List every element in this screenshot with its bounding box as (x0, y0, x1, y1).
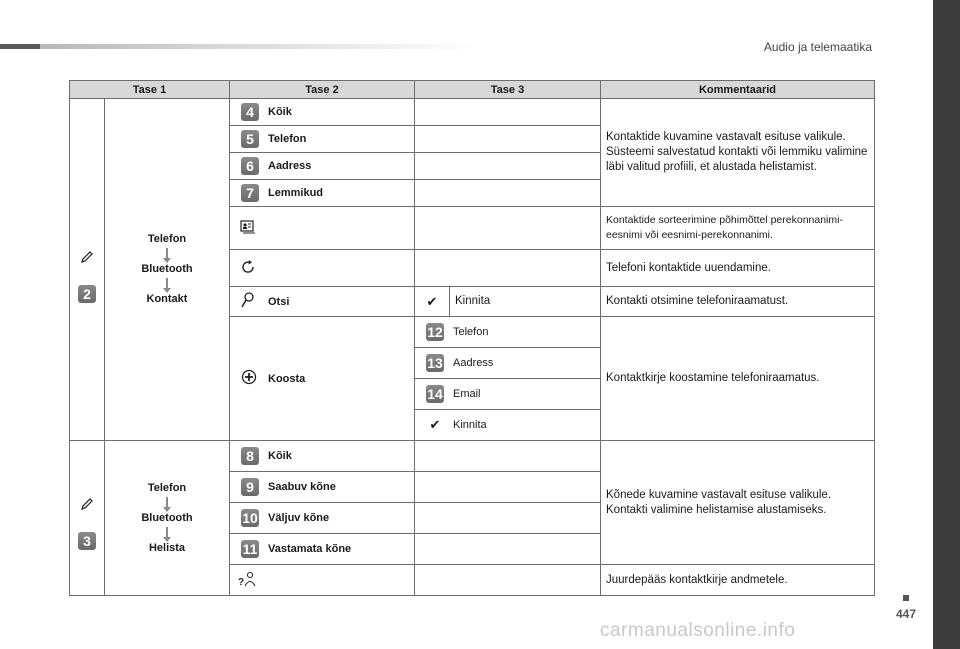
item-label: Aadress (268, 160, 312, 172)
sort-contacts-icon (240, 225, 256, 237)
header-tase-2: Tase 2 (230, 81, 415, 99)
badge-2: 2 (78, 285, 96, 303)
item-label: Otsi (268, 295, 290, 308)
item-koik[interactable] (230, 99, 415, 126)
badge-14: 14 (427, 386, 443, 402)
badge-9: 9 (241, 478, 259, 496)
empty-cell (415, 503, 601, 534)
item-label: Kõik (268, 106, 292, 118)
comment-search: Kontakti otsimine telefoniraamatust. (601, 287, 875, 317)
item-koik-calls[interactable] (230, 441, 415, 472)
item-telefon[interactable] (230, 126, 415, 153)
refresh-cell[interactable] (230, 250, 415, 287)
header-decoration (0, 44, 480, 49)
item-label: Kõik (268, 450, 292, 462)
badge-7: 7 (241, 184, 259, 202)
comment-contact: Juurdepääs kontaktkirje andmetele. (601, 565, 875, 596)
item-aadress[interactable] (230, 153, 415, 180)
path-telefon: Telefon (147, 233, 187, 245)
edit-pencil-icon (70, 497, 104, 514)
table-row (70, 99, 875, 126)
item-label: Lemmikud (268, 187, 324, 199)
badge-4: 4 (241, 103, 259, 121)
comment-calls: Kõnede kuvamine vastavalt esituse valikule. Kontakti valimine helistamise alustamiseks. (601, 441, 875, 565)
page-number: 447 (896, 607, 917, 621)
sub-email[interactable] (415, 379, 601, 410)
empty-cell (415, 250, 601, 287)
empty-cell (415, 99, 601, 126)
tase1-path-calls (105, 441, 230, 596)
empty-cell (415, 207, 601, 250)
header-tase-1: Tase 1 (70, 81, 230, 99)
add-circle-icon (241, 369, 257, 388)
badge-12: 12 (427, 324, 443, 340)
empty-cell (415, 126, 601, 153)
confirm-icon-cell (415, 287, 450, 317)
table-row (70, 441, 875, 472)
badge-5: 5 (241, 130, 259, 148)
item-lemmikud[interactable] (230, 180, 415, 207)
sub-aadress[interactable] (415, 348, 601, 379)
badge-8: 8 (241, 447, 259, 465)
contact-info-cell[interactable] (230, 565, 415, 596)
page-marker (903, 595, 909, 601)
header-tase-3: Tase 3 (415, 81, 601, 99)
sub-label: Kinnita (453, 419, 487, 431)
badge-3: 3 (78, 532, 96, 550)
tase1-path (105, 99, 230, 441)
empty-cell (415, 180, 601, 207)
empty-cell (415, 441, 601, 472)
badge-10: 10 (242, 510, 258, 526)
item-koosta[interactable] (230, 317, 415, 441)
comment-sort: Kontaktide sorteerimine põhimõttel perekonnanimi-eesnimi või eesnimi-perekonnanimi. (601, 207, 875, 250)
checkmark-icon: ✔ (426, 293, 438, 309)
sub-label: Telefon (453, 326, 489, 338)
menu-table-body (69, 80, 875, 596)
section-title: Audio ja telemaatika (763, 40, 872, 54)
empty-cell (415, 153, 601, 180)
item-vastamata-kone[interactable] (230, 534, 415, 565)
badge-11: 11 (242, 541, 258, 557)
item-valjuv-kone[interactable] (230, 503, 415, 534)
arrow-down-icon (166, 278, 168, 288)
empty-cell (415, 565, 601, 596)
empty-cell (415, 472, 601, 503)
table-header-row (70, 81, 875, 99)
watermark: carmanualsonline.info (600, 620, 796, 641)
badge-13: 13 (427, 355, 443, 371)
svg-text:?: ? (238, 576, 245, 587)
header-kommentaarid: Kommentaarid (601, 81, 875, 99)
item-label: Saabuv kõne (268, 481, 336, 493)
path-helista: Helista (148, 541, 186, 554)
sub-telefon[interactable] (415, 317, 601, 348)
refresh-icon (240, 266, 256, 278)
sub-label: Aadress (453, 357, 494, 369)
item-label: Telefon (268, 133, 307, 145)
item-saabuv-kone[interactable] (230, 472, 415, 503)
sub-kinnita[interactable]: Kinnita (450, 287, 601, 317)
badge-6: 6 (241, 157, 259, 175)
checkmark-icon: ✔ (429, 417, 441, 432)
sort-cell[interactable] (230, 207, 415, 250)
path-bluetooth: Bluetooth (141, 511, 193, 524)
item-label: Väljuv kõne (268, 512, 330, 524)
contact-info-icon (237, 578, 257, 590)
sub-kinnita-create[interactable] (415, 410, 601, 441)
edit-pencil-icon (70, 250, 104, 267)
search-icon (241, 292, 255, 311)
comment-contacts: Kontaktide kuvamine vastavalt esituse valikule. Süsteemi salvestatud kontakti või lemmiku valimine läbi valitud profiili, et alustada helistamist. (601, 99, 875, 207)
tase1-cell-contacts (70, 99, 105, 441)
path-telefon: Telefon (147, 481, 187, 494)
arrow-down-icon (166, 497, 168, 507)
comment-refresh: Telefoni kontaktide uuendamine. (601, 250, 875, 287)
empty-cell (415, 534, 601, 565)
path-kontakt: Kontakt (146, 293, 188, 305)
comment-create: Kontaktkirje koostamine telefoniraamatus. (601, 317, 875, 441)
arrow-down-icon (166, 248, 168, 258)
page-side-tab (933, 0, 960, 649)
item-label: Koosta (268, 372, 306, 385)
item-label: Vastamata kõne (268, 543, 352, 555)
path-bluetooth: Bluetooth (141, 263, 193, 275)
arrow-down-icon (166, 527, 168, 537)
item-otsi[interactable] (230, 287, 415, 317)
tase1-cell-calls (70, 441, 105, 596)
sub-label: Email (453, 388, 481, 400)
